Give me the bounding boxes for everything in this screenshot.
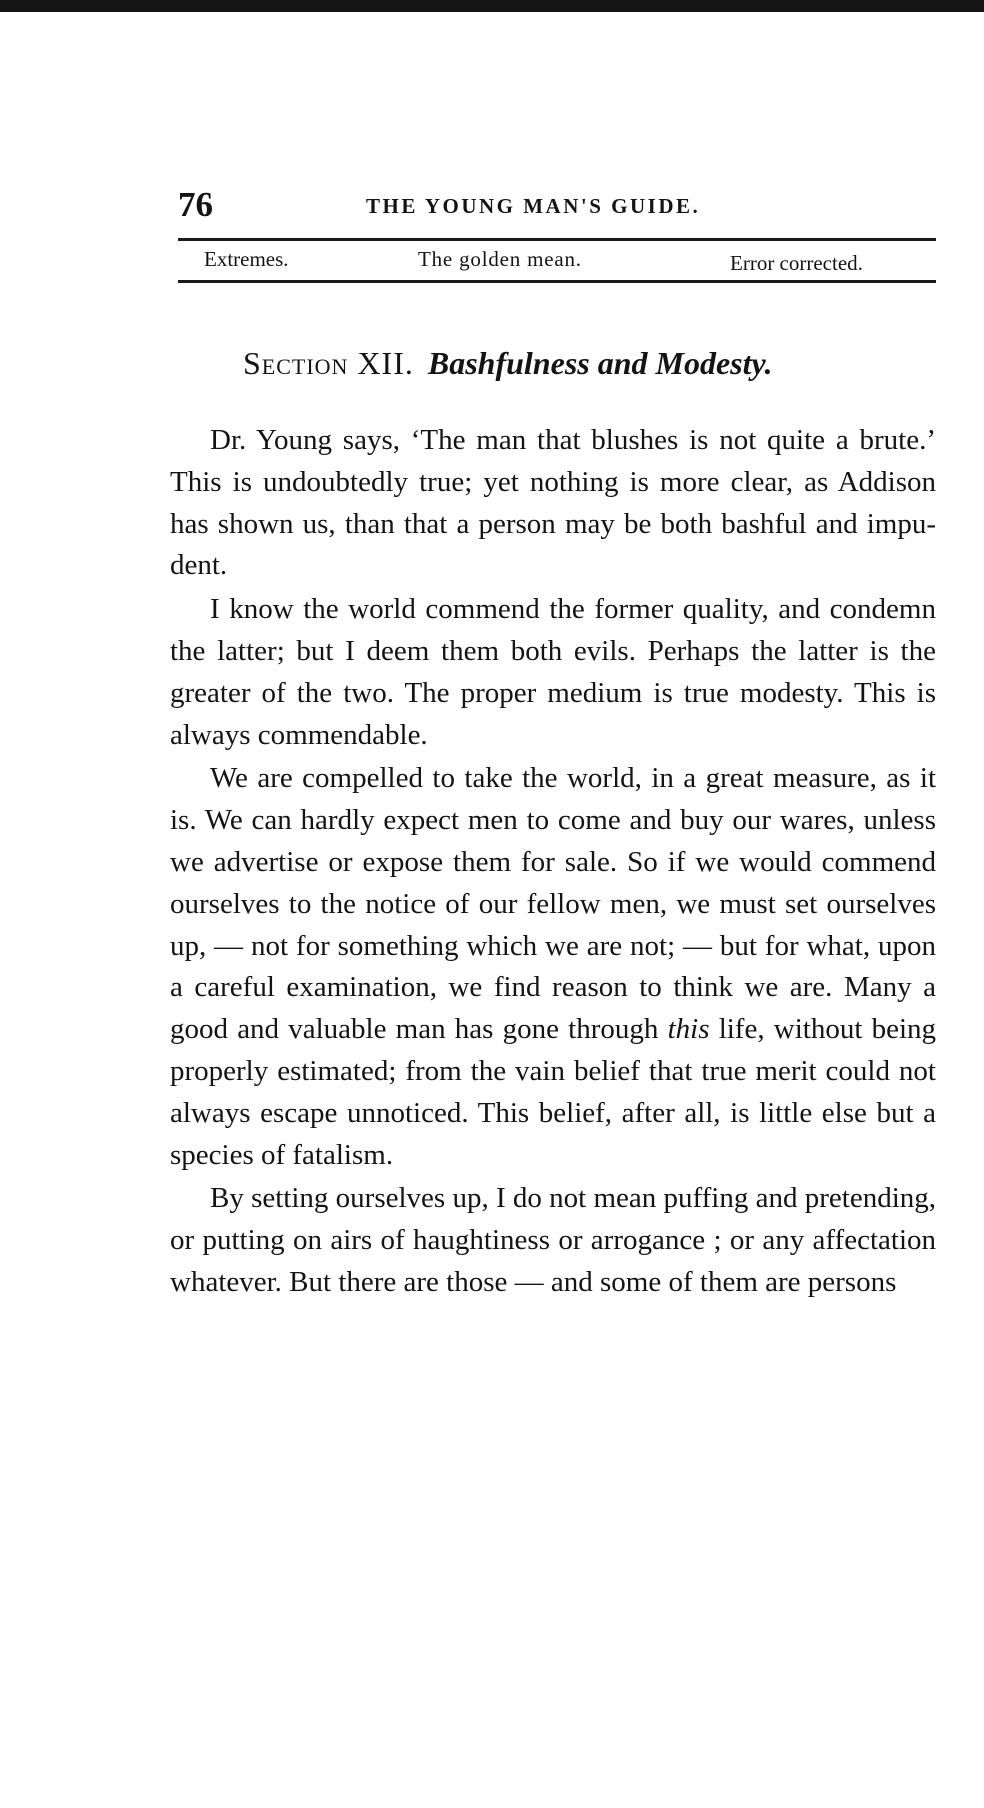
header-rule-top	[178, 238, 936, 241]
paragraph-4: By setting ourselves up, I do not mean puffing and pretending, or putting on airs of haughtiness or arrogance ; or any affectation whatever. But there are those — and some of them are persons	[170, 1182, 936, 1298]
paragraph-3	[170, 758, 936, 1176]
paragraph-3-emphasis: this	[667, 1013, 710, 1046]
topic-left: Extremes.	[204, 247, 289, 271]
section-heading	[243, 342, 773, 384]
section-label: Section XII.	[243, 345, 414, 381]
page-header	[178, 185, 936, 227]
running-title: THE YOUNG MAN'S GUIDE.	[366, 194, 701, 218]
body-text	[170, 420, 936, 1306]
topic-middle: The golden mean.	[418, 247, 582, 271]
page-number: 76	[178, 185, 213, 224]
page-top-edge	[0, 0, 984, 12]
topic-line	[178, 243, 936, 279]
paragraph-3-text-after: life, without being properly estimated; from the vain belief that true merit could not always escape unnoticed. This belief, after all, is little else but a species of fatalism.	[170, 1013, 936, 1171]
header-rule-bottom	[178, 280, 936, 283]
paragraph-2: I know the world commend the former quality, and condemn the latter; but I deem them both evils. Perhaps the latter is the greater of the two. The proper medium is true modesty. This is always commendable.	[170, 593, 936, 751]
paragraph-1: Dr. Young says, ‘The man that blushes is not quite a brute.’ This is undoubtedly true; yet nothing is more clear, as Addison has shown us, than that a person may be both bashful and impudent.	[170, 424, 936, 582]
section-title: Bashfulness and Modesty.	[427, 345, 773, 381]
topic-right: Error corrected.	[730, 251, 863, 275]
paragraph-3-text-before: We are compelled to take the world, in a great measure, as it is. We can hardly expect men to come and buy our wares, unless we advertise or expose them for sale. So if we would commend ourselves to the notice of our fellow men, we must set ourselves up, — not for something which we are not; — but for what, upon a careful examination, we find reason to think we are. Many a good and valuable man has gone through	[170, 762, 936, 1046]
